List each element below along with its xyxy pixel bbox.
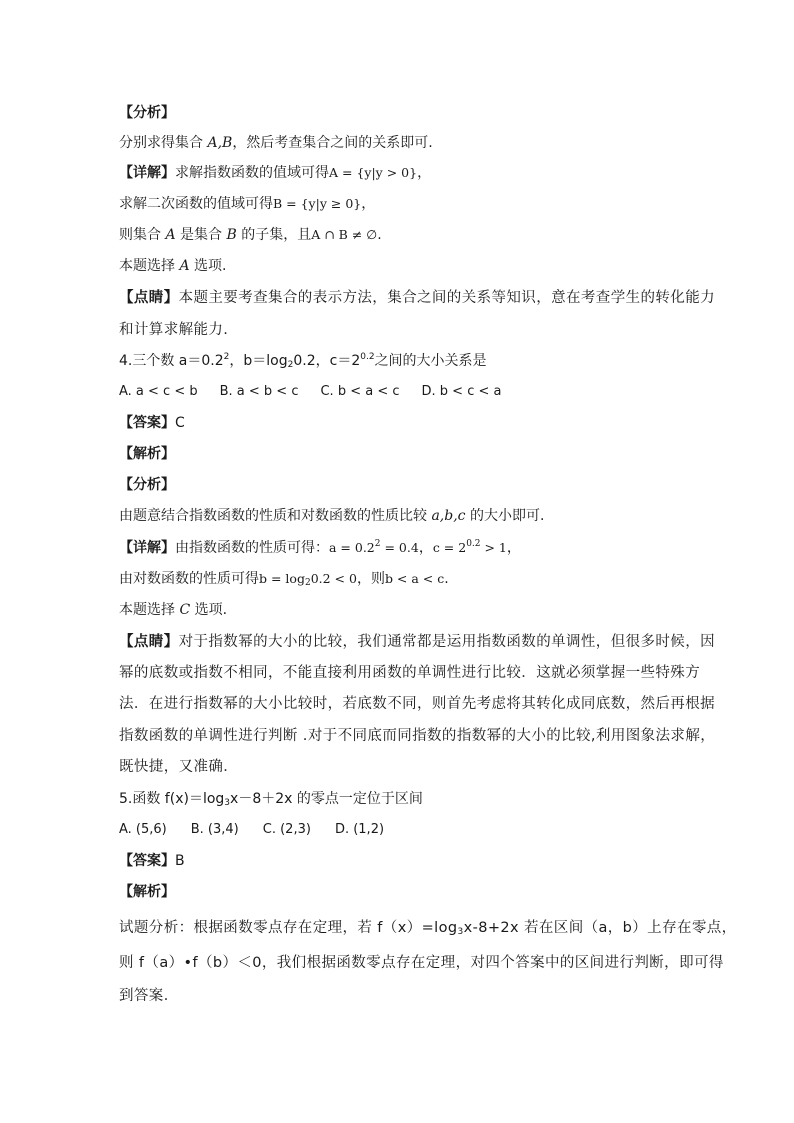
text: 则 f（a）•f（b）＜0，我们根据函数零点存在定理，对四个答案中的区间进行判断，即可得 <box>119 955 724 971</box>
punct: ， <box>417 165 432 181</box>
answer-tag: 【答案】 <box>119 853 175 869</box>
q4-xiangjie-line2 <box>119 569 449 589</box>
xiangjie-tag: 【详解】 <box>119 540 175 556</box>
math-vars: a,b,c <box>431 508 466 524</box>
q4-dianjing-line2 <box>119 663 700 683</box>
q4-jiexi-heading <box>119 444 175 464</box>
q3-xiangjie-line2 <box>119 194 375 214</box>
text: 由对数函数的性质可得 <box>119 571 259 587</box>
dianjing-tag: 【点睛】 <box>119 634 179 650</box>
jiexi-tag: 【解析】 <box>119 884 175 900</box>
text: 法．在进行指数幂的大小比较时，若底数不同，则首先考虑将其转化成同底数，然后再根据 <box>119 696 715 712</box>
punct: ， <box>418 540 433 556</box>
text: 本题选择 <box>119 258 180 274</box>
option-d: D. (1,2) <box>334 822 385 837</box>
q4-dianjing-line5 <box>119 757 238 777</box>
text: ，然后考查集合之间的关系即可. <box>232 135 433 151</box>
math-expression: A = {y|y > 0} <box>329 165 418 180</box>
q5-analysis-line1 <box>119 918 737 938</box>
option-a: A. (5,6) <box>119 822 167 837</box>
q3-dianjing-line1 <box>119 288 715 308</box>
q3-dianjing-line2 <box>119 320 228 340</box>
math-var: B <box>226 227 237 243</box>
subscript: 3 <box>224 798 231 808</box>
jiexi-tag: 【解析】 <box>119 446 175 462</box>
option-c: C. b < a < c <box>320 384 400 399</box>
subscript: 3 <box>457 927 464 937</box>
option-b: B. a < b < c <box>219 384 299 399</box>
q4-fenxi-heading <box>119 475 175 495</box>
subscript: 2 <box>287 360 294 370</box>
text: ，b＝log <box>229 353 288 369</box>
text: 选项. <box>190 602 228 618</box>
text: 和计算求解能力. <box>119 322 229 338</box>
answer-value: C <box>175 415 185 431</box>
punct: ， <box>506 540 521 556</box>
punct: . <box>444 571 449 587</box>
q5-stem <box>119 789 423 809</box>
dianjing-tag: 【点睛】 <box>119 290 179 306</box>
fenxi-tag: 【分析】 <box>119 477 175 493</box>
q3-choose <box>119 256 226 276</box>
text: 之间的大小关系是 <box>374 353 487 369</box>
q4-dianjing-line3 <box>119 694 715 714</box>
q3-xiangjie-line1 <box>119 163 431 183</box>
text: 到答案． <box>119 988 179 1004</box>
text: x－8＋2x 的零点一定位于区间 <box>230 791 423 807</box>
text: 本题主要考查集合的表示方法，集合之间的关系等知识，意在考查学生的转化能力 <box>178 290 716 306</box>
q4-choose <box>119 600 227 620</box>
math-expression: B = {y|y ≥ 0} <box>273 196 362 211</box>
text: 求解指数函数的值域可得 <box>175 165 329 181</box>
math-var: A <box>165 227 176 243</box>
q5-analysis-line2 <box>119 953 724 973</box>
q5-analysis-line3 <box>119 986 179 1006</box>
text: 的大小即可. <box>465 508 545 524</box>
q5-jiexi-heading <box>119 882 175 902</box>
text: ，则 <box>356 571 385 587</box>
math-var: A <box>179 258 190 274</box>
q5-options <box>119 820 408 840</box>
q4-dianjing-line4 <box>119 726 715 746</box>
text: 分别求得集合 <box>119 135 208 151</box>
q3-fenxi-heading <box>119 103 175 123</box>
subscript: 2 <box>304 578 311 588</box>
math-part: a = 0.2 <box>329 540 375 555</box>
text: 由题意结合指数函数的性质和对数函数的性质比较 <box>119 508 432 524</box>
math-expression <box>259 571 357 586</box>
text: 选项. <box>189 258 227 274</box>
text: 4.三个数 a＝0.2 <box>119 353 224 369</box>
math-expression <box>433 540 507 555</box>
math-expression: A ∩ B ≠ ∅ <box>311 227 378 242</box>
q4-dianjing-line1 <box>119 632 715 652</box>
text: 幂的底数或指数不相同，不能直接利用函数的单调性进行比较．这就必须掌握一些特殊方 <box>119 665 701 681</box>
punct: ， <box>361 196 376 212</box>
exponent: 0.2 <box>360 352 375 362</box>
math-part: = 0.4 <box>380 540 419 555</box>
math-part: b = log <box>259 571 305 586</box>
text: 的子集，且 <box>236 227 312 243</box>
text: 是集合 <box>175 227 227 243</box>
math-part: > 1 <box>480 540 507 555</box>
q5-answer <box>119 851 185 871</box>
math-part: c = 2 <box>432 540 467 555</box>
q3-xiangjie-line3 <box>119 225 382 245</box>
text: 0.2，c＝2 <box>293 353 361 369</box>
answer-tag: 【答案】 <box>119 415 175 431</box>
option-a: A. a < c < b <box>119 384 198 399</box>
option-c: C. (2,3) <box>262 822 311 837</box>
q4-stem <box>119 351 487 371</box>
text: 则集合 <box>119 227 166 243</box>
q4-fenxi-text <box>119 506 544 526</box>
option-d: D. b < c < a <box>421 384 502 399</box>
option-b: B. (3,4) <box>190 822 239 837</box>
punct: . <box>377 227 382 243</box>
text: 由指数函数的性质可得： <box>175 540 329 556</box>
math-part: 0.2 < 0 <box>310 571 357 586</box>
math-sets: A,B <box>207 135 233 151</box>
q4-xiangjie-line1 <box>119 538 521 558</box>
math-expression: b < a < c <box>384 571 445 586</box>
fenxi-tag: 【分析】 <box>119 105 175 121</box>
q4-answer <box>119 413 185 433</box>
q4-options <box>119 382 523 402</box>
text: 既快捷，又准确． <box>119 759 239 775</box>
answer-value: B <box>175 853 185 869</box>
text: 指数函数的单调性进行判断 .对于不同底而同指数的指数幂的大小的比较,利用图象法求解， <box>119 728 716 744</box>
text: x-8+2x 若在区间（a，b）上存在零点， <box>463 920 737 936</box>
text: 对于指数幂的大小的比较，我们通常都是运用指数函数的单调性，但很多时候，因 <box>178 634 716 650</box>
text: 求解二次函数的值域可得 <box>119 196 273 212</box>
exponent: 2 <box>223 352 230 362</box>
math-expression <box>329 540 419 555</box>
text: 5.函数 f(x)＝log <box>119 791 225 807</box>
exponent: 0.2 <box>466 539 481 549</box>
math-var: C <box>179 602 191 618</box>
text: 本题选择 <box>119 602 180 618</box>
q3-fenxi-text <box>119 133 433 153</box>
xiangjie-tag: 【详解】 <box>119 165 175 181</box>
exponent: 2 <box>374 539 381 549</box>
text: 试题分析：根据函数零点存在定理，若 f（x）=log <box>119 920 458 936</box>
